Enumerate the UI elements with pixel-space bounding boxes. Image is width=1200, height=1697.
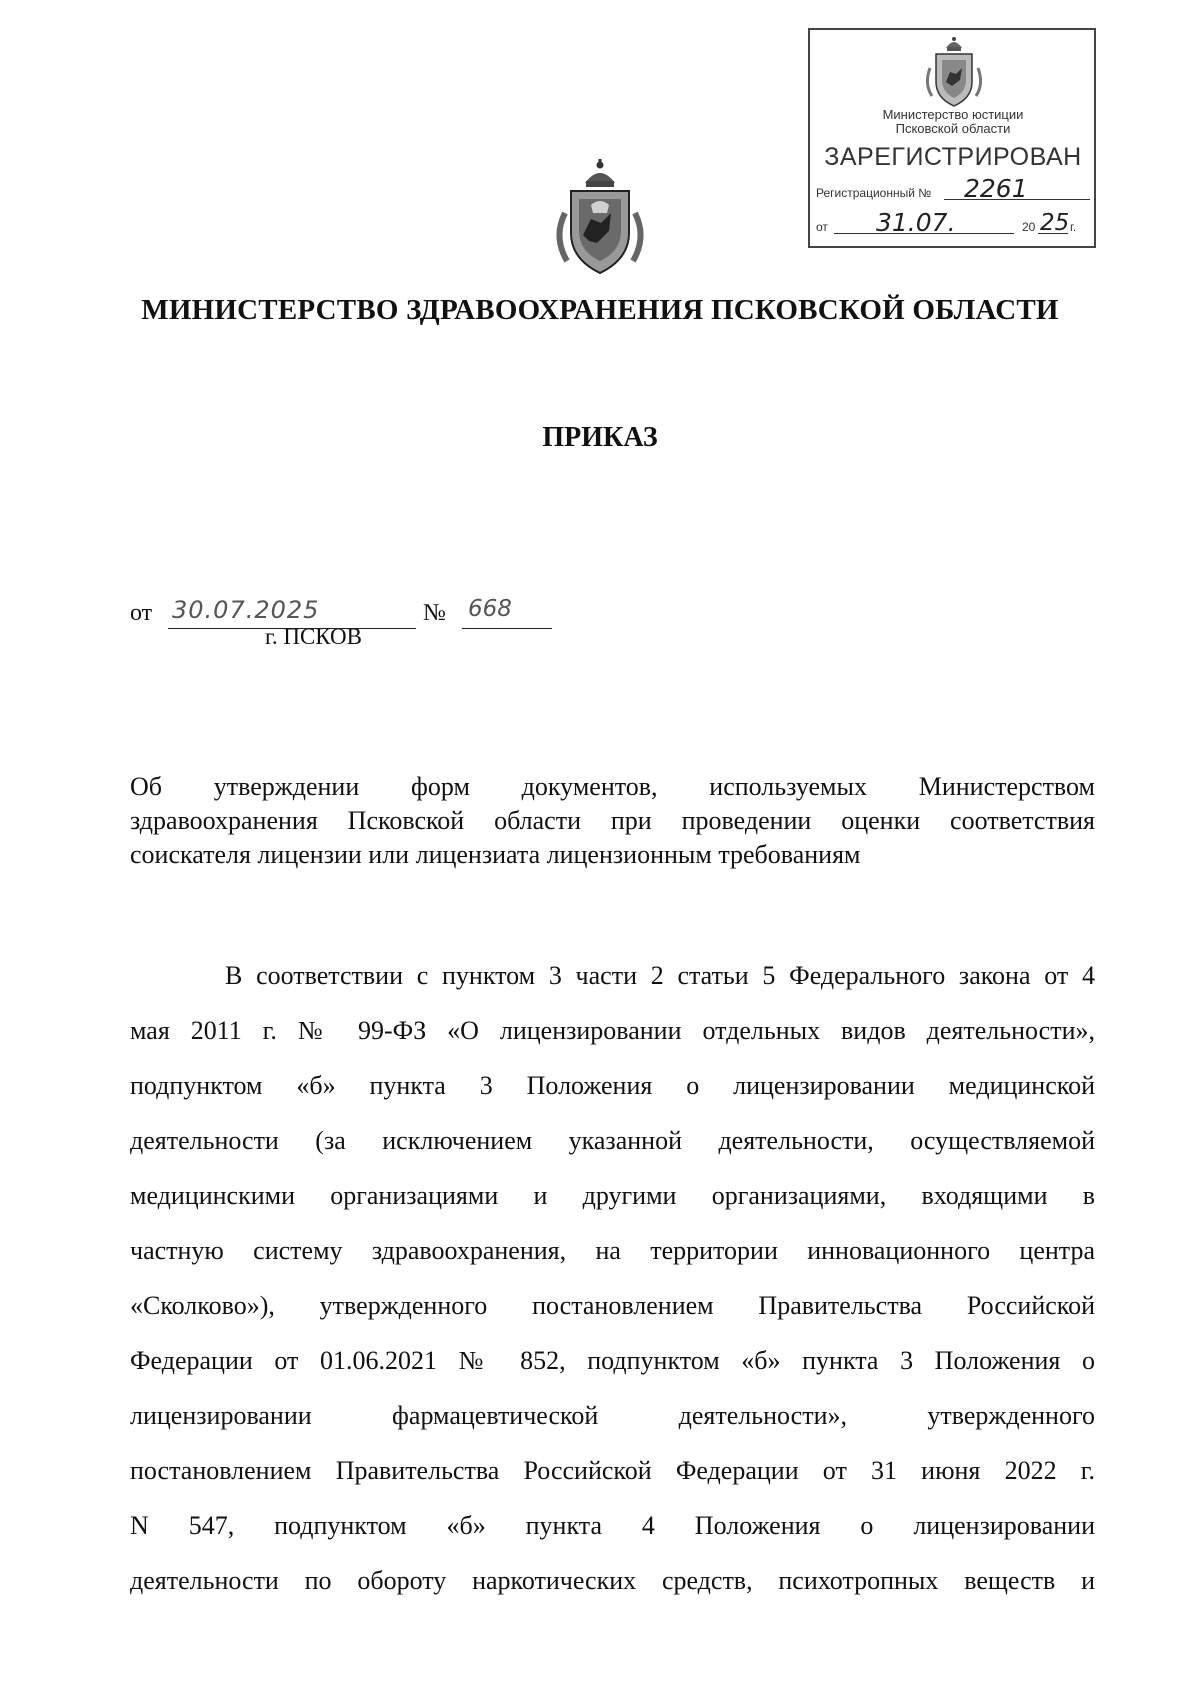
stamp-registration-row	[816, 176, 1088, 202]
order-date-label: от	[130, 600, 153, 626]
pskov-coat-of-arms-icon	[553, 157, 647, 279]
subject-line: соискателя лицензии или лицензиата лицензионным требованиям	[130, 840, 861, 869]
stamp-date-label: от	[816, 220, 828, 234]
stamp-date-row	[816, 210, 1088, 236]
body-line: N 547, подпунктом «б» пункта 4 Положения о лицензировании	[130, 1511, 1095, 1540]
document-type: ПРИКАЗ	[542, 422, 658, 453]
stamp-reg-label: Регистрационный №	[816, 186, 932, 200]
stamp-org-line-2: Псковской области	[895, 121, 1011, 136]
body-line: лицензировании фармацевтической деятельности», утвержденного	[130, 1401, 1095, 1430]
body-line: подпунктом «б» пункта 3 Положения о лицензировании медицинской	[130, 1071, 1095, 1100]
coat-of-arms-icon	[922, 34, 986, 110]
subject-line: Об утверждении форм документов, используемых Министерством	[130, 772, 1095, 801]
order-body	[130, 948, 1095, 1608]
registration-stamp	[808, 28, 1096, 248]
body-line: деятельности по обороту наркотических средств, психотропных веществ и	[130, 1566, 1095, 1595]
subject-line: здравоохранения Псковской области при проведении оценки соответствия	[130, 806, 1095, 835]
order-date-value: 30.07.2025	[172, 596, 320, 624]
body-line: постановлением Правительства Российской Федерации от 31 июня 2022 г.	[130, 1456, 1095, 1485]
order-city: г. ПСКОВ	[265, 624, 363, 649]
stamp-title: ЗАРЕГИСТРИРОВАН	[824, 143, 1082, 171]
body-line: частную систему здравоохранения, на территории инновационного центра	[130, 1236, 1095, 1265]
stamp-date-value: 31.07.	[876, 208, 956, 237]
stamp-year-suffix: г.	[1070, 220, 1077, 234]
body-line: Федерации от 01.06.2021 № 852, подпунктом «б» пункта 3 Положения о	[130, 1346, 1095, 1375]
body-line: медицинскими организациями и другими организациями, входящими в	[130, 1181, 1095, 1210]
order-number-value: 668	[468, 596, 512, 622]
organization-title: МИНИСТЕРСТВО ЗДРАВООХРАНЕНИЯ ПСКОВСКОЙ ОБЛАСТИ	[141, 294, 1059, 326]
body-line: деятельности (за исключением указанной деятельности, осуществляемой	[130, 1126, 1095, 1155]
order-number-underline	[462, 628, 552, 629]
body-line: «Сколково»), утвержденного постановлением Правительства Российской	[130, 1291, 1095, 1320]
stamp-org-line-1: Министерство юстиции	[882, 107, 1024, 122]
stamp-year-prefix: 20	[1022, 220, 1036, 234]
body-line: В соответствии с пунктом 3 части 2 статьи 5 Федерального закона от 4	[225, 961, 1095, 990]
order-subject	[130, 770, 1095, 872]
stamp-year-value: 25	[1040, 210, 1070, 236]
stamp-reg-number: 2261	[964, 174, 1028, 203]
order-number-label: №	[423, 600, 446, 626]
body-line: мая 2011 г. № 99-ФЗ «О лицензировании отдельных видов деятельности»,	[130, 1016, 1095, 1045]
